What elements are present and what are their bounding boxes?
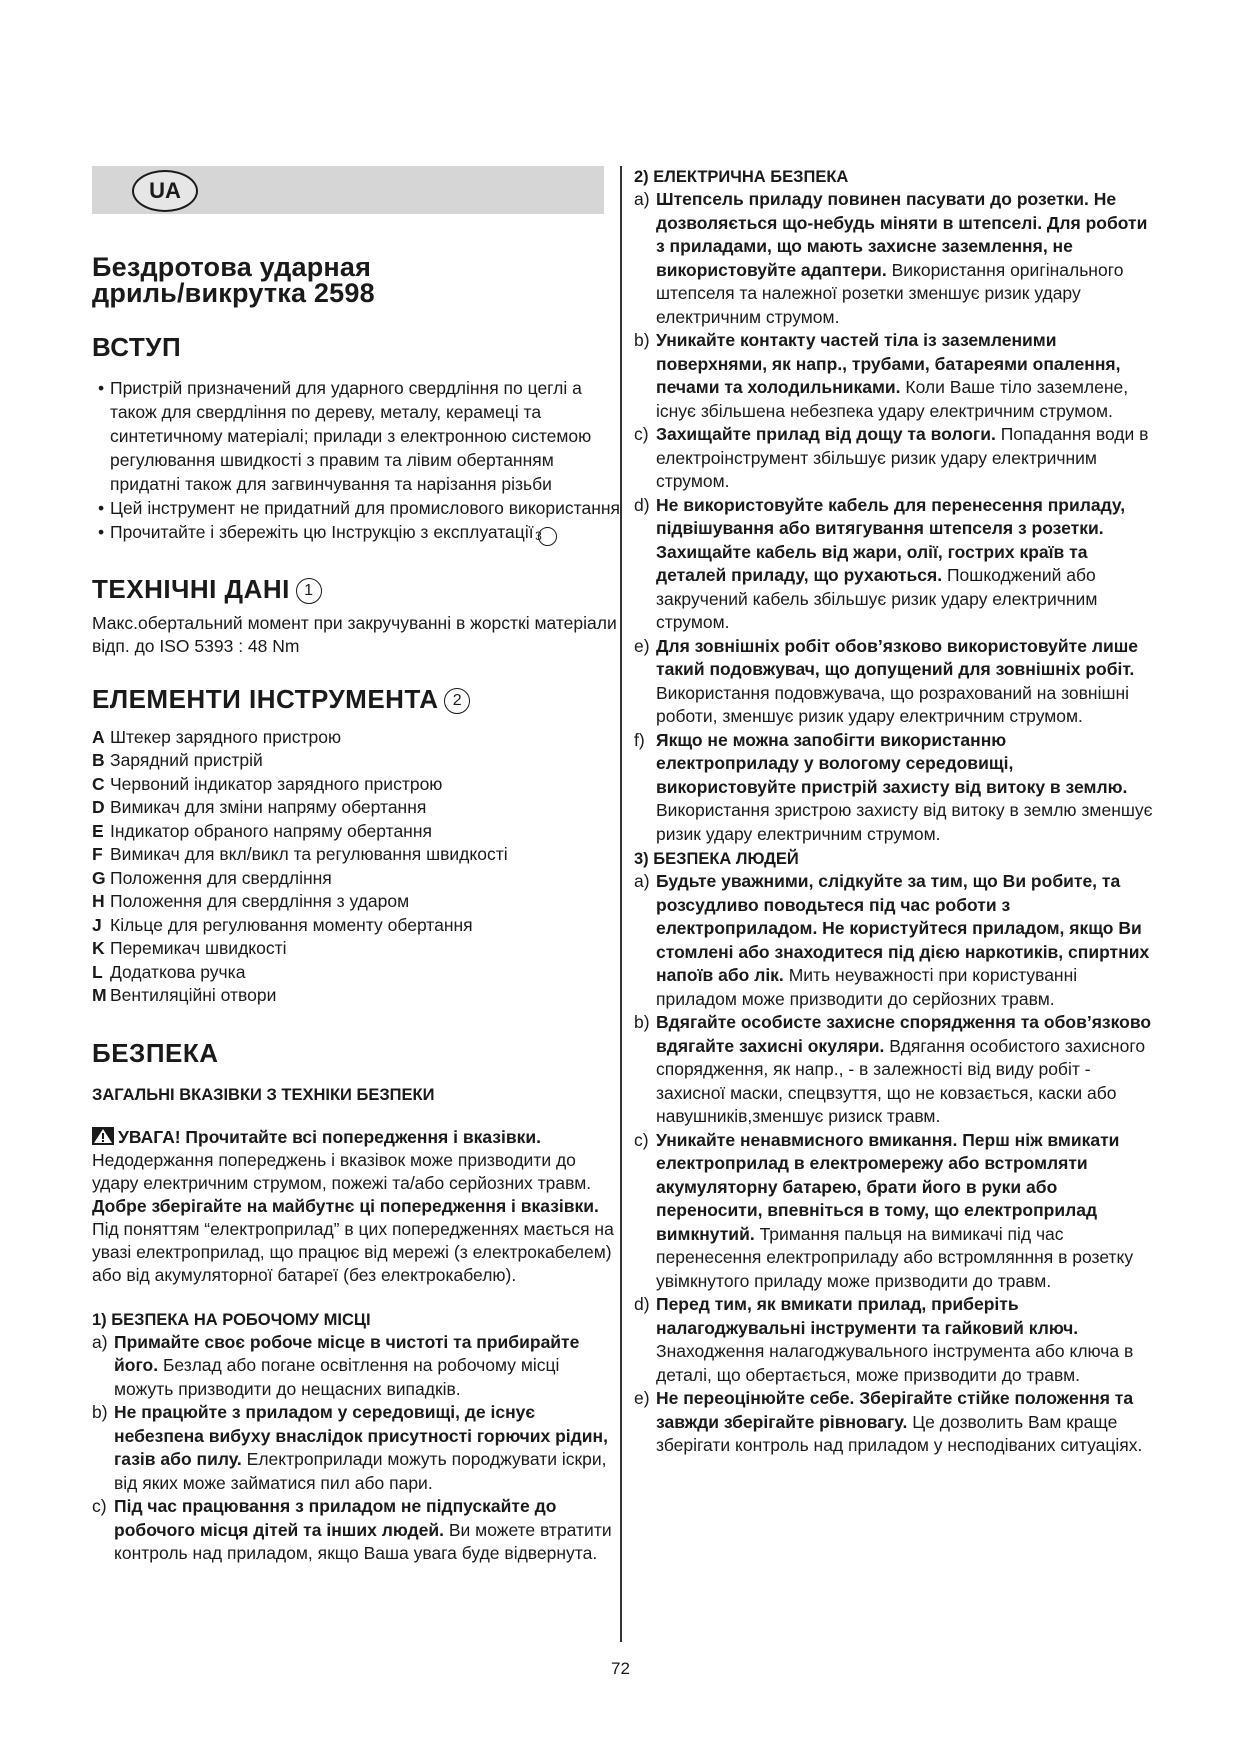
section-items [634, 870, 1154, 1458]
safety-item: d) Не використовуйте кабель для перенесення приладу, підвішування або витягування штепселя з розетки. Захищайте кабель від жари, олії, гострих країв та деталей приладу, що рухаються. Пошкоджений або закручений кабель збільшує ризик удару електричним струмом. [634, 494, 1126, 632]
safety-item: c) Уникайте ненавмисного вмикання. Перш ніж вмикати електроприлад в електромережу або встромляти акумуляторну батарею, брати його в руки або переносити, впевніться в тому, що електроприлад вимкнутий. Тримання пальця на вимикачі під час перенесення електроприладу або встромлянння в розетку увімкнутого приладу може призводити до травм. [634, 1129, 1134, 1291]
section-title: 1) БЕЗПЕКА НА РОБОЧОМУ МІСЦІ [92, 1310, 371, 1329]
intro-list [92, 376, 622, 546]
language-badge: UA [132, 170, 198, 212]
warning-paragraph: УВАГА! Прочитайте всі попередження і вказівки. Недодержання попереджень і вказівок може призводити до удару електричним струмом, пожежі та/або серйозних травм. Добре зберігайте на майбутнє ці попередження і вказівки. Під поняттям “електроприлад” в цих попередженнях мається на увазі електроприлад, що працює від мережі (з електрокабелем) або від акумуляторної батареї (без електрокабелю). [92, 1126, 614, 1285]
section-title: 2) ЕЛЕКТРИЧНА БЕЗПЕКА [634, 168, 849, 186]
element-item: A Штекер зарядного пристрою [92, 726, 342, 747]
product-title-line-1: Бездротова ударная [92, 252, 372, 282]
section-items [92, 1331, 622, 1566]
elements-list [92, 726, 622, 1008]
safety-item: b) Не працюйте з приладом у середовищі, де існує небезпена вибуху внаслідок присутності горючих рідин, газів або пилу. Електроприлади можуть породжувати іскри, від яких може займатися пил або пари. [92, 1402, 608, 1493]
element-item: M Вентиляційні отвори [92, 985, 277, 1005]
safety-item: b) Вдягайте особисте захисне спорядження та обов’язково вдягайте захисні окуляри. Вдягання особистого захисного спорядження, як напр., - в залежності від виду робіт - захисної маски, спецвзуття, що не ковзається, каски або навушників,зменшує ризиск травм. [634, 1012, 1152, 1126]
safety-item: a) Штепсель приладу повинен пасувати до розетки. Не дозволяється що-небудь міняти в штепселі. Для роботи з приладами, що мають захисне заземлення, не використовуйте адаптери. Використання оригінального штепселя та належної розетки зменшує ризик удару електричним струмом. [634, 189, 1148, 327]
right-column [634, 166, 1154, 1458]
element-item: B Зарядний пристрій [92, 750, 263, 770]
language-bar [92, 166, 604, 214]
elements-heading: ЕЛЕМЕНТИ ІНСТРУМЕНТА 2 [92, 684, 622, 714]
intro-heading: ВСТУП [92, 332, 182, 362]
safety-item: f) Якщо не можна запобігти використанню електроприладу у вологому середовищі, використовуйте пристрій захисту від витоку в землю. Використання зристрою захисту від витоку в землю зменшує ризик удару електричним струмом. [634, 729, 1153, 844]
figure-ref-badge: 2 [444, 688, 470, 714]
element-item: J Кільце для регулювання моменту обертання [92, 914, 473, 935]
left-column [92, 166, 622, 1566]
safety-item: b) Уникайте контакту частей тіла із заземленими поверхнями, як напр., трубами, батареями опалення, печами та холодильниками. Коли Ваше тіло заземлене, існує збільшена небезпека удару електричним струмом. [634, 330, 1129, 421]
warning-icon [92, 1127, 114, 1145]
element-item: C Червоний індикатор зарядного пристрою [92, 773, 443, 794]
safety-item: c) Під час працювання з приладом не підпускайте до робочого місця дітей та інших людей. Ви можете втратити контроль над приладом, якщо Ваша увага буде відвернута. [92, 1496, 612, 1563]
safety-item: e) Для зовнішніх робіт обов’язково використовуйте лише такий подовжувач, що допущений для зовнішніх робіт. Використання подовжувача, що розрахований на зовнішні роботи, зменшує ризик удару електричним струмом. [634, 635, 1139, 726]
safety-item: d) Перед тим, як вмикати прилад, приберіть налагоджувальні інструменти та гайковий ключ. Знаходження налагоджувального інструмента або ключа в деталі, що обертається, може призводити до травм. [634, 1294, 1134, 1385]
element-item: D Вимикач для зміни напряму обертання [92, 797, 427, 817]
element-item: E Індикатор обраного напряму обертання [92, 820, 432, 841]
section-items [634, 188, 1154, 846]
section-title: 3) БЕЗПЕКА ЛЮДЕЙ [634, 850, 799, 868]
figure-ref-badge: 3 [538, 527, 557, 546]
safety-item: a) Будьте уважними, слідкуйте за тим, що Ви робите, та розсудливо поводьтеся під час роботи з електроприладом. Не користуйтеся приладом, якщо Ви стомлені або знаходитеся під дією наркотиків, спиртних напоїв або лік. Мить неуважності при користуванні приладом може призводити до серйозних травм. [634, 871, 1150, 1009]
element-item: F Вимикач для вкл/викл та регулювання швидкості [92, 844, 508, 864]
product-title-line-2: дриль/викрутка 2598 [92, 278, 375, 308]
page-number: 72 [611, 1659, 630, 1678]
intro-bullet: • Пристрій призначений для ударного свердління по цеглі а також для свердління по дереву, металу, керамеці та синтетичному матеріалі; прилади з електронною системою регулювання швидкості з правим та лівим обертанням придатні також для загвинчування та нарізання різьби [92, 376, 622, 496]
figure-ref-badge: 1 [296, 578, 322, 604]
element-item: K Перемикач швидкості [92, 938, 287, 958]
safety-item: a) Примайте своє робоче місце в чистоті та прибирайте його. Безлад або погане освітлення на робочому місці можуть призводити до нещасних випадків. [92, 1331, 580, 1399]
element-item: G Положення для свердління [92, 867, 332, 888]
element-item: H Положення для свердління з ударом [92, 891, 410, 911]
intro-bullet: • Прочитайте і збережіть цю Інструкцію з експлуатації 3 [92, 520, 622, 546]
safety-item: c) Захищайте прилад від дощу та вологи. Попадання води в електроінструмент збільшує ризик удару електричним струмом. [634, 424, 1149, 491]
tech-text: Макс.обертальний момент при закручуванні в жорсткі матеріали відп. до ISO 5393 : 48 Nm [92, 612, 617, 656]
element-item: L Додаткова ручка [92, 961, 246, 982]
safety-item: e) Не переоцінюйте себе. Зберігайте стійке положення та завжди зберігайте рівновагу. Це дозволить Вам краще зберігати контроль над приладом у несподіваних ситуаціях. [634, 1388, 1143, 1455]
product-title [92, 254, 622, 306]
general-safety-heading: ЗАГАЛЬНІ ВКАЗІВКИ З ТЕХНІКИ БЕЗПЕКИ [92, 1085, 435, 1104]
intro-bullet: • Цей інструмент не придатний для промислового використання [92, 496, 622, 520]
tech-heading: ТЕХНІЧНІ ДАНІ 1 [92, 574, 622, 604]
safety-heading: БЕЗПЕКА [92, 1037, 219, 1068]
